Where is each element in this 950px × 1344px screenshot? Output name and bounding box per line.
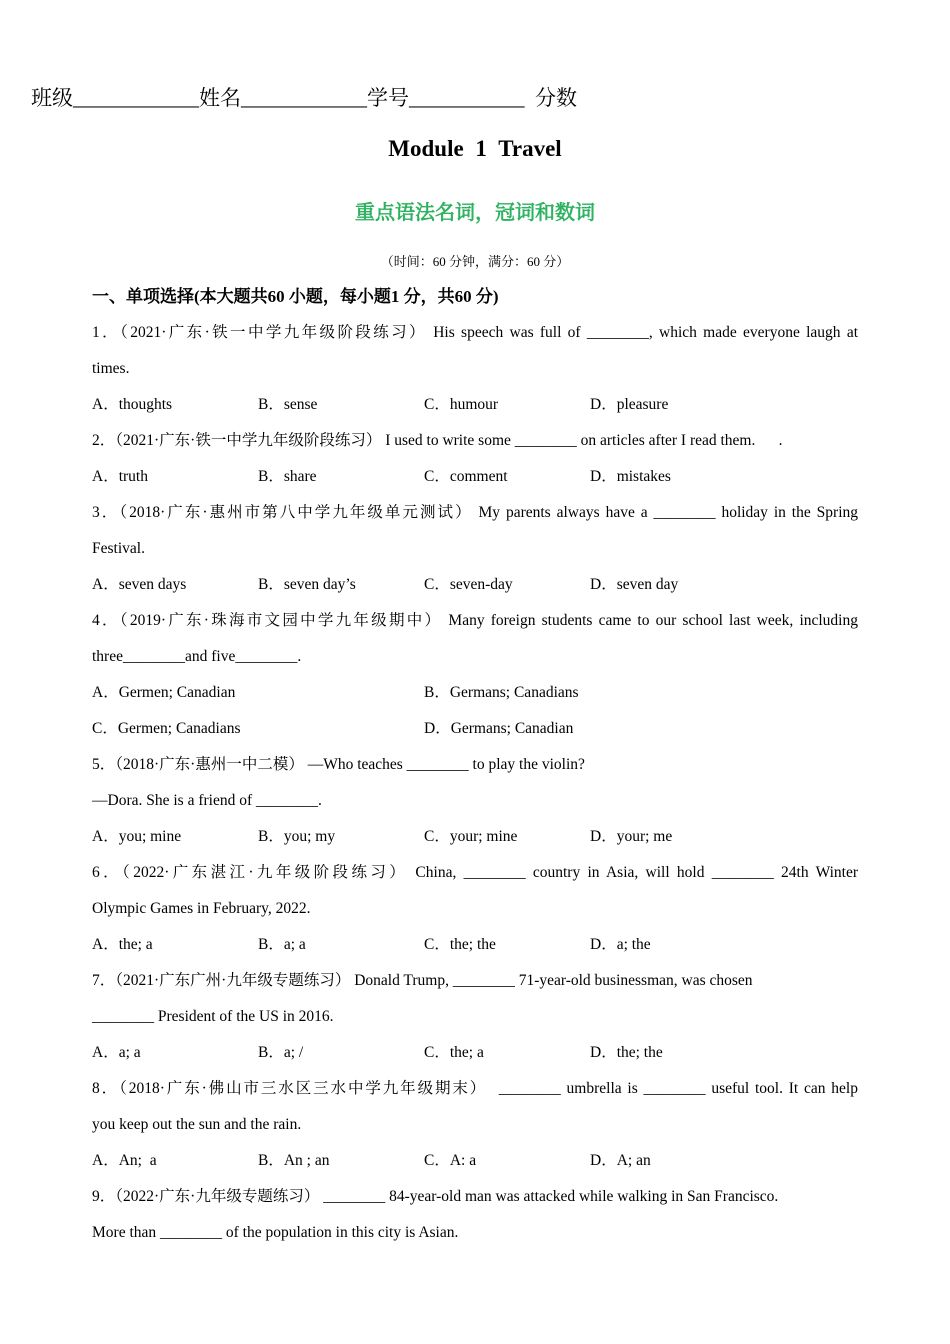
option-d: D．the; the bbox=[590, 1044, 663, 1061]
option-c: C．the; a bbox=[424, 1044, 484, 1061]
question-3 bbox=[92, 495, 858, 603]
question-text-line: 4．（2019·广东·珠海市文园中学九年级期中） Many foreign students came to our school last week, including bbox=[92, 612, 858, 629]
question-text-line: 1．（2021·广东·铁一中学九年级阶段练习） His speech was full of ________, which made everyone laugh at bbox=[92, 324, 858, 341]
question-text-line: 9．（2022·广东·九年级专题练习） ________ 84-year-old man was attacked while walking in San Francisco. bbox=[92, 1188, 779, 1205]
option-b: B．seven day’s bbox=[258, 576, 356, 593]
option-c: C．the; the bbox=[424, 936, 496, 953]
options-row bbox=[92, 459, 858, 495]
question-area bbox=[0, 279, 950, 1251]
option-b: B．Germans; Canadians bbox=[424, 684, 579, 701]
question-text-line: 2．（2021·广东·铁一中学九年级阶段练习） I used to write some ________ on articles after I read them. . bbox=[92, 432, 783, 449]
question-text-line: More than ________ of the population in this city is Asian. bbox=[92, 1224, 459, 1241]
option-d: D．A; an bbox=[590, 1152, 651, 1169]
options-row bbox=[92, 387, 858, 423]
question-text-line: 5．（2018·广东·惠州一中二模） —Who teaches ________ to play the violin? bbox=[92, 756, 585, 773]
option-a: A．seven days bbox=[92, 576, 187, 593]
option-b: B．a; a bbox=[258, 936, 306, 953]
options-row bbox=[92, 567, 858, 603]
question-7 bbox=[92, 963, 858, 1071]
question-text-line: —Dora. She is a friend of ________. bbox=[92, 792, 322, 809]
question-text-line: 6．（2022·广东湛江·九年级阶段练习） China, ________ country in Asia, will hold ________ 24th Winter bbox=[92, 864, 858, 881]
option-c: C．humour bbox=[424, 396, 499, 413]
option-c: C．seven-day bbox=[424, 576, 513, 593]
page-title: Module 1 Travel bbox=[388, 136, 562, 161]
options-grid bbox=[92, 675, 858, 747]
option-a: A．a; a bbox=[92, 1044, 141, 1061]
question-text-line: ________ President of the US in 2016. bbox=[92, 1008, 334, 1025]
time-score-line: （时间：60 分钟，满分：60 分） bbox=[380, 254, 570, 269]
option-c: C．A: a bbox=[424, 1152, 477, 1169]
option-d: D．seven day bbox=[590, 576, 679, 593]
option-b: B．sense bbox=[258, 396, 318, 413]
option-c: C．Germen; Canadians bbox=[92, 720, 241, 737]
student-info-line: 班级____________姓名____________学号___________ 分数 bbox=[31, 86, 577, 110]
options-row bbox=[92, 927, 858, 963]
question-4 bbox=[92, 603, 858, 747]
option-a: A．you; mine bbox=[92, 828, 182, 845]
option-c: C．your; mine bbox=[424, 828, 518, 845]
question-2 bbox=[92, 423, 858, 495]
option-d: D．your; me bbox=[590, 828, 673, 845]
option-d: D．mistakes bbox=[590, 468, 671, 485]
option-a: A．thoughts bbox=[92, 396, 173, 413]
question-text-line: 8．（2018·广东·佛山市三水区三水中学九年级期末） ________ umbrella is ________ useful tool. It can help bbox=[92, 1080, 858, 1097]
options-row bbox=[92, 819, 858, 855]
option-c: C．comment bbox=[424, 468, 508, 485]
question-9 bbox=[92, 1179, 858, 1251]
options-row bbox=[92, 1035, 858, 1071]
option-a: A．An; a bbox=[92, 1152, 157, 1169]
option-b: B．An ; an bbox=[258, 1152, 330, 1169]
option-a: A．Germen; Canadian bbox=[92, 684, 236, 701]
option-a: A．truth bbox=[92, 468, 148, 485]
option-b: B．you; my bbox=[258, 828, 336, 845]
option-d: D．Germans; Canadian bbox=[424, 720, 574, 737]
options-row bbox=[92, 1143, 858, 1179]
question-text-line: Festival. bbox=[92, 540, 145, 557]
question-text-line: 7．（2021·广东广州·九年级专题练习） Donald Trump, ________ 71-year-old businessman, was chosen bbox=[92, 972, 753, 989]
option-d: D．a; the bbox=[590, 936, 651, 953]
option-a: A．the; a bbox=[92, 936, 153, 953]
question-6 bbox=[92, 855, 858, 963]
option-d: D．pleasure bbox=[590, 396, 669, 413]
question-5 bbox=[92, 747, 858, 855]
question-1 bbox=[92, 315, 858, 423]
question-text-line: times. bbox=[92, 360, 130, 377]
question-8 bbox=[92, 1071, 858, 1179]
option-b: B．a; / bbox=[258, 1044, 304, 1061]
grammar-focus-subtitle: 重点语法名词，冠词和数词 bbox=[355, 202, 595, 224]
question-text-line: Olympic Games in February, 2022. bbox=[92, 900, 311, 917]
question-text-line: three________and five________. bbox=[92, 648, 302, 665]
question-text-line: you keep out the sun and the rain. bbox=[92, 1116, 302, 1133]
section-heading: 一、单项选择(本大题共60 小题，每小题1 分，共60 分) bbox=[92, 287, 499, 306]
question-text-line: 3．（2018·广东·惠州市第八中学九年级单元测试） My parents always have a ________ holiday in the Spring bbox=[92, 504, 858, 521]
option-b: B．share bbox=[258, 468, 317, 485]
